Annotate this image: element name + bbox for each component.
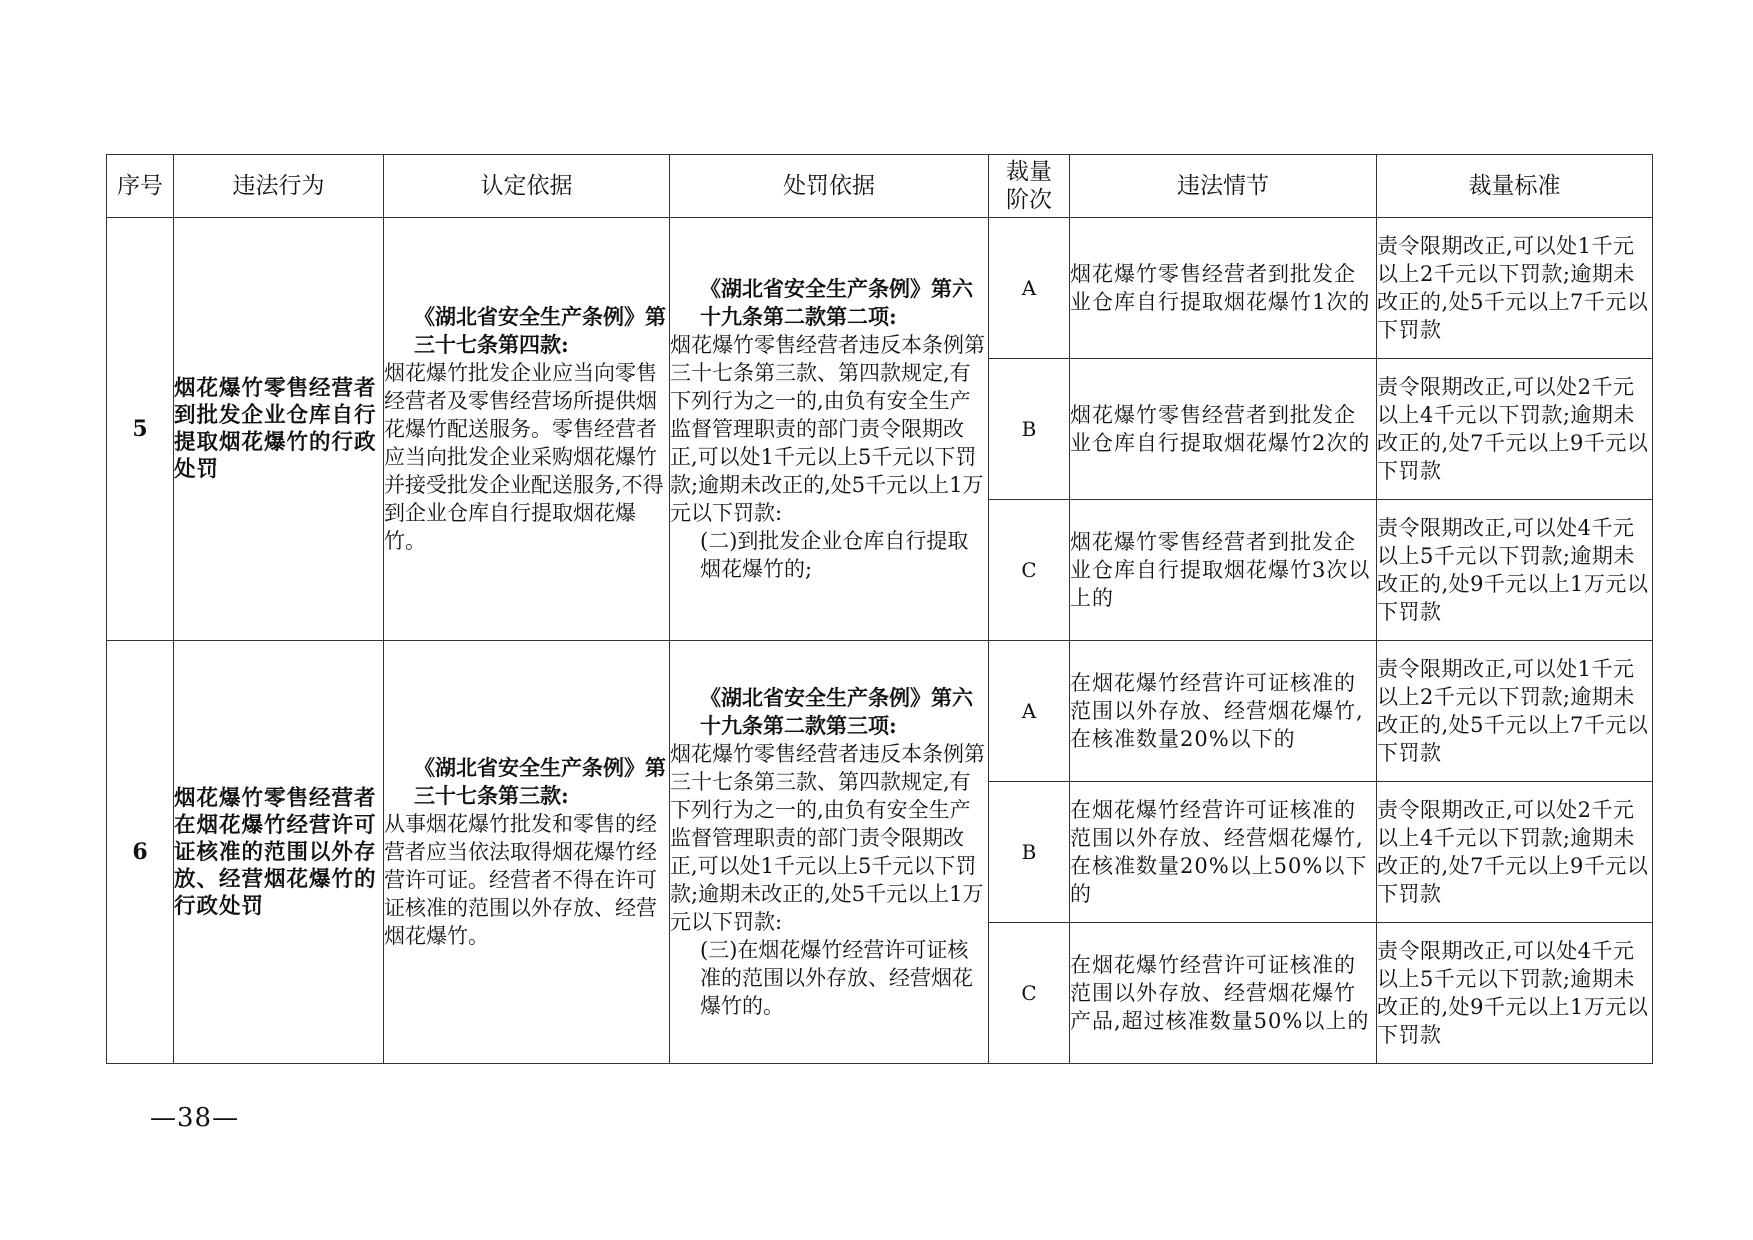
penalty-title: 《湖北省安全生产条例》第六十九条第二款第三项: <box>700 685 973 738</box>
row-violation: 烟花爆竹零售经营者在烟花爆竹经营许可证核准的范围以外存放、经营烟花爆竹的行政处罚 <box>174 641 384 1064</box>
header-penalty: 处罚依据 <box>670 155 989 218</box>
basis-text: 烟花爆竹批发企业应当向零售经营者及零售经营场所提供烟花爆竹配送服务。零售经营者应当向批发企业采购烟花爆竹并接受批发企业配送服务,不得到企业仓库自行提取烟花爆竹。 <box>384 361 664 553</box>
penalty-text: 烟花爆竹零售经营者违反本条例第三十七条第三款、第四款规定,有下列行为之一的,由负有安全生产监督管理职责的部门责令限期改正,可以处1千元以上5千元以下罚款;逾期未改正的,处5千元以上1万元以下罚款: <box>670 333 985 525</box>
level-cell: B <box>989 782 1070 923</box>
basis-text: 从事烟花爆竹批发和零售的经营者应当依法取得烟花爆竹经营许可证。经营者不得在许可证核准的范围以外存放、经营烟花爆竹。 <box>384 812 657 948</box>
header-seq: 序号 <box>107 155 174 218</box>
level-cell: B <box>989 359 1070 500</box>
circumstance-cell: 在烟花爆竹经营许可证核准的范围以外存放、经营烟花爆竹产品,超过核准数量50%以上的 <box>1070 923 1377 1064</box>
row-penalty <box>670 641 989 1064</box>
standard-cell: 责令限期改正,可以处2千元以上4千元以下罚款;逾期未改正的,处7千元以上9千元以下罚款 <box>1377 782 1653 923</box>
table-row <box>107 218 1653 359</box>
penalty-item: (三)在烟花爆竹经营许可证核准的范围以外存放、经营烟花爆竹的。 <box>700 938 973 1018</box>
level-cell: A <box>989 641 1070 782</box>
standard-cell: 责令限期改正,可以处1千元以上2千元以下罚款;逾期未改正的,处5千元以上7千元以下罚款 <box>1377 218 1653 359</box>
row-seq: 6 <box>107 641 174 1064</box>
penalty-text: 烟花爆竹零售经营者违反本条例第三十七条第三款、第四款规定,有下列行为之一的,由负有安全生产监督管理职责的部门责令限期改正,可以处1千元以上5千元以下罚款;逾期未改正的,处5千元以上1万元以下罚款: <box>670 742 985 934</box>
header-basis: 认定依据 <box>384 155 670 218</box>
table-row <box>107 641 1653 782</box>
basis-title: 《湖北省安全生产条例》第三十七条第四款: <box>414 304 666 357</box>
penalty-item: (二)到批发企业仓库自行提取烟花爆竹的; <box>700 529 969 581</box>
header-level <box>989 155 1070 218</box>
page-number: —38— <box>150 1103 240 1133</box>
level-cell: A <box>989 218 1070 359</box>
row-violation: 烟花爆竹零售经营者到批发企业仓库自行提取烟花爆竹的行政处罚 <box>174 218 384 641</box>
standard-cell: 责令限期改正,可以处4千元以上5千元以下罚款;逾期未改正的,处9千元以上1万元以下罚款 <box>1377 923 1653 1064</box>
standard-cell: 责令限期改正,可以处4千元以上5千元以下罚款;逾期未改正的,处9千元以上1万元以下罚款 <box>1377 500 1653 641</box>
standard-cell: 责令限期改正,可以处2千元以上4千元以下罚款;逾期未改正的,处7千元以上9千元以下罚款 <box>1377 359 1653 500</box>
level-cell: C <box>989 923 1070 1064</box>
basis-title: 《湖北省安全生产条例》第三十七条第三款: <box>414 755 666 808</box>
header-level-line2: 阶次 <box>1006 187 1052 213</box>
level-cell: C <box>989 500 1070 641</box>
header-circumstance: 违法情节 <box>1070 155 1377 218</box>
header-row <box>107 155 1653 218</box>
regulation-table <box>106 154 1653 1064</box>
circumstance-cell: 在烟花爆竹经营许可证核准的范围以外存放、经营烟花爆竹,在核准数量20%以上50%以下的 <box>1070 782 1377 923</box>
row-basis <box>384 641 670 1064</box>
header-violation: 违法行为 <box>174 155 384 218</box>
row-penalty <box>670 218 989 641</box>
standard-cell: 责令限期改正,可以处1千元以上2千元以下罚款;逾期未改正的,处5千元以上7千元以下罚款 <box>1377 641 1653 782</box>
circumstance-cell: 烟花爆竹零售经营者到批发企业仓库自行提取烟花爆竹2次的 <box>1070 359 1377 500</box>
circumstance-cell: 在烟花爆竹经营许可证核准的范围以外存放、经营烟花爆竹,在核准数量20%以下的 <box>1070 641 1377 782</box>
circumstance-cell: 烟花爆竹零售经营者到批发企业仓库自行提取烟花爆竹3次以上的 <box>1070 500 1377 641</box>
penalty-title: 《湖北省安全生产条例》第六十九条第二款第二项: <box>700 276 973 329</box>
header-level-line1: 裁量 <box>1006 159 1052 185</box>
circumstance-cell: 烟花爆竹零售经营者到批发企业仓库自行提取烟花爆竹1次的 <box>1070 218 1377 359</box>
row-seq: 5 <box>107 218 174 641</box>
row-basis <box>384 218 670 641</box>
header-standard: 裁量标准 <box>1377 155 1653 218</box>
